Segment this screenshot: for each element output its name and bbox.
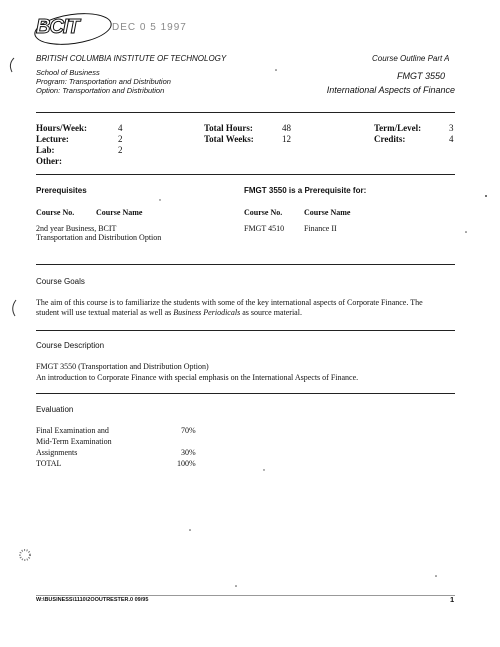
evaluation-value: 30% [181, 448, 196, 457]
prereq-line-1: 2nd year Business, BCIT [36, 224, 117, 233]
total-weeks-value: 12 [282, 134, 291, 144]
course-title: International Aspects of Finance [326, 85, 455, 95]
evaluation-label: TOTAL [36, 459, 62, 468]
outline-label: Course Outline Part A [372, 54, 450, 63]
evaluation-heading: Evaluation [36, 405, 74, 414]
page-number: 1 [450, 595, 455, 604]
footer-divider [36, 595, 455, 596]
description-line-2: An introduction to Corporate Finance with special emphasis on the International Aspects of Finance. [36, 373, 359, 382]
lecture-value: 2 [118, 134, 123, 144]
lab-value: 2 [118, 145, 123, 155]
institute-name: BRITISH COLUMBIA INSTITUTE OF TECHNOLOGY [36, 54, 227, 63]
prerequisites-heading: Prerequisites [36, 186, 87, 195]
evaluation-label: Mid-Term Examination [36, 437, 112, 446]
hours-week-label: Hours/Week: [36, 123, 87, 133]
hours-week-value: 4 [118, 123, 123, 133]
evaluation-label: Final Examination and [36, 426, 109, 435]
prereq-for-course-name: Finance II [304, 224, 337, 233]
footer-path: W:\BUSINESS\1110\2OOUTRESTER.0 09/95 [36, 597, 149, 603]
bcit-logo: BCIT [36, 16, 79, 38]
credits-value: 4 [449, 134, 454, 144]
other-label: Other: [36, 156, 62, 166]
evaluation-label: Assignments [36, 448, 78, 457]
course-description-heading: Course Description [36, 341, 105, 350]
term-level-label: Term/Level: [374, 123, 422, 133]
prereq-for-heading: FMGT 3550 is a Prerequisite for: [244, 186, 367, 195]
evaluation-value: 70% [181, 426, 196, 435]
program-name: Program: Transportation and Distribution [36, 77, 171, 86]
evaluation-value: 100% [177, 459, 196, 468]
credits-label: Credits: [374, 134, 406, 144]
total-weeks-label: Total Weeks: [204, 134, 254, 144]
prereq-for-course-no: FMGT 4510 [244, 224, 285, 233]
goals-text-b: as source material. [240, 308, 302, 317]
date-stamp: DEC 0 5 1997 [112, 22, 187, 33]
prereq-for-col-no: Course No. [244, 208, 283, 217]
total-hours-label: Total Hours: [204, 123, 253, 133]
school-name: School of Business [36, 68, 100, 77]
option-name: Option: Transportation and Distribution [36, 86, 165, 95]
goals-text-emphasis: Business Periodicals [173, 308, 241, 317]
lab-label: Lab: [36, 145, 55, 155]
goals-text-a: The aim of this course is to familiarize the students with some of the key international aspects of Corporate Finance. The student will use textual material as well as [36, 298, 423, 317]
prereq-for-col-name: Course Name [304, 208, 351, 217]
course-goals-heading: Course Goals [36, 277, 85, 286]
prereq-col-no: Course No. [36, 208, 75, 217]
term-level-value: 3 [449, 123, 454, 133]
total-hours-value: 48 [282, 123, 291, 133]
lecture-label: Lecture: [36, 134, 69, 144]
prereq-col-name: Course Name [96, 208, 143, 217]
description-line-1: FMGT 3550 (Transportation and Distribution Option) [36, 362, 209, 371]
prereq-line-2: Transportation and Distribution Option [36, 233, 162, 242]
course-code: FMGT 3550 [397, 71, 446, 81]
